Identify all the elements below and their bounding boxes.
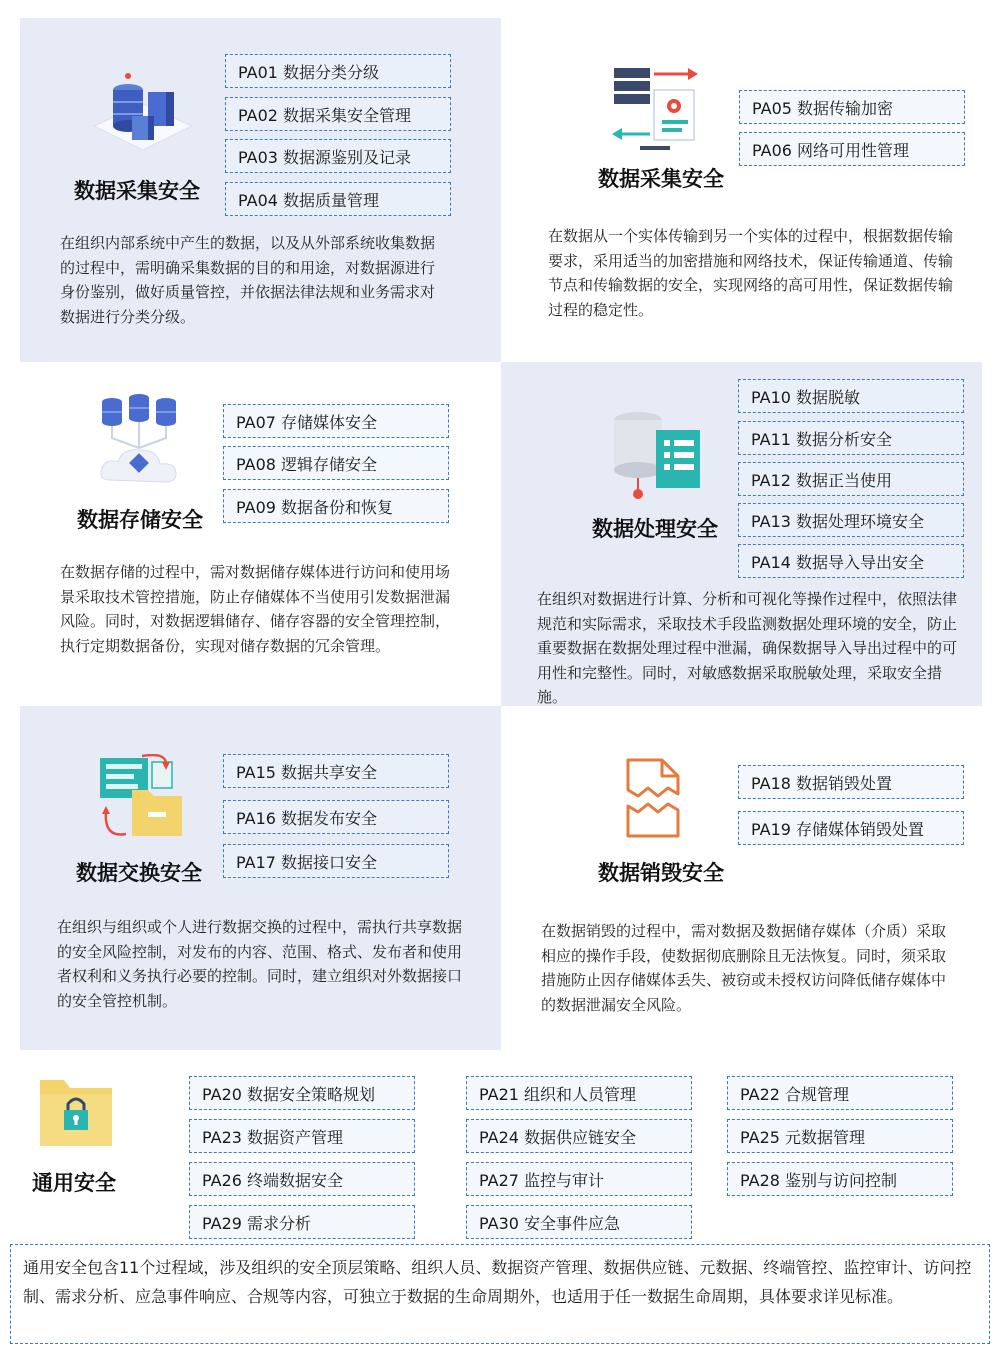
database-server-icon [88,64,198,164]
tag-pa23: PA23 数据资产管理 [189,1119,415,1153]
tag-pa01: PA01 数据分类分级 [225,54,451,88]
section-desc-process: 在组织对数据进行计算、分析和可视化等操作过程中，依照法律规范和实际需求，采取技术手段监测数据处理环境的安全，防止重要数据在数据处理过程中泄漏，确保数据导入导出过程中的可用性和完整性。同时，对敏感数据采取脱敏处理，采取安全措施。 [537,590,958,706]
tag-pa12: PA12 数据正当使用 [738,462,964,496]
tag-pa28: PA28 鉴别与访问控制 [727,1162,953,1196]
tag-pa02: PA02 数据采集安全管理 [225,97,451,131]
tag-pa20: PA20 数据安全策略规划 [189,1076,415,1110]
tag-pa05: PA05 数据传输加密 [739,90,965,124]
tag-pa25: PA25 元数据管理 [727,1119,953,1153]
tag-pa16: PA16 数据发布安全 [223,800,449,834]
section-desc-collect: 在组织内部系统中产生的数据，以及从外部系统收集数据的过程中，需明确采集数据的目的和用途，对数据源进行身份鉴别，做好质量管控，并依据法律法规和业务需求对数据进行分类分级。 [60,234,436,326]
tag-pa10: PA10 数据脱敏 [738,379,964,413]
tag-pa18: PA18 数据销毁处置 [738,765,964,799]
tag-pa29: PA29 需求分析 [189,1205,415,1239]
section-title-collect: 数据采集安全 [74,179,200,203]
tag-pa22: PA22 合规管理 [727,1076,953,1110]
section-desc-transfer: 在数据从一个实体传输到另一个实体的过程中，根据数据传输要求，采用适当的加密措施和网络技术，保证传输通道、传输节点和传输数据的安全，实现网络的高可用性，保证数据传输过程的稳定性。 [548,227,954,319]
data-processing-icon [612,408,704,502]
section-title-exchange: 数据交换安全 [76,861,202,885]
tag-pa30: PA30 安全事件应急 [466,1205,692,1239]
section-title-transfer: 数据采集安全 [598,167,724,191]
tag-pa11: PA11 数据分析安全 [738,421,964,455]
tag-pa03: PA03 数据源鉴别及记录 [225,139,451,173]
tag-pa08: PA08 逻辑存储安全 [223,446,449,480]
shredded-document-icon [624,758,682,838]
locked-folder-icon [38,1074,114,1148]
tag-pa19: PA19 存储媒体销毁处置 [738,811,964,845]
section-title-process: 数据处理安全 [592,517,718,541]
section-desc-general: 通用安全包含11个过程域，涉及组织的安全顶层策略、组织人员、数据资产管理、数据供应链、元数据、终端管控、监控审计、访问控制、需求分析、应急事件响应、合规等内容，可独立于数据的生命周期外，也适用于任一数据生命周期，具体要求详见标准。 [10,1244,990,1344]
section-desc-destroy: 在数据销毁的过程中，需对数据及数据储存媒体（介质）采取相应的操作手段，使数据彻底删除且无法恢复。同时，须采取措施防止因存储媒体丢失、被窃或未授权访问降低储存媒体中的数据泄漏安全风险。 [541,922,947,1014]
section-desc-storage: 在数据存储的过程中，需对数据储存媒体进行访问和使用场景采取技术管控措施，防止存储媒体不当使用引发数据泄漏风险。同时，对数据逻辑储存、储存容器的安全管理控制，执行定期数据备份，实现对储存数据的冗余管理。 [60,563,451,655]
tag-pa13: PA13 数据处理环境安全 [738,503,964,537]
data-exchange-icon [96,754,186,840]
section-title-general: 通用安全 [32,1171,116,1195]
tag-pa15: PA15 数据共享安全 [223,754,449,788]
tag-pa14: PA14 数据导入导出安全 [738,544,964,578]
tag-pa27: PA27 监控与审计 [466,1162,692,1196]
tag-pa24: PA24 数据供应链安全 [466,1119,692,1153]
data-transfer-icon [610,64,710,160]
tag-pa21: PA21 组织和人员管理 [466,1076,692,1110]
tag-pa06: PA06 网络可用性管理 [739,132,965,166]
tag-pa09: PA09 数据备份和恢复 [223,489,449,523]
section-title-destroy: 数据销毁安全 [598,861,724,885]
section-title-storage: 数据存储安全 [77,508,203,532]
tag-pa04: PA04 数据质量管理 [225,182,451,216]
tag-pa17: PA17 数据接口安全 [223,844,449,878]
tag-pa07: PA07 存储媒体安全 [223,404,449,438]
section-desc-exchange: 在组织与组织或个人进行数据交换的过程中，需执行共享数据的安全风险控制，对发布的内容、范围、格式、发布者和使用者权利和义务执行必要的控制。同时，建立组织对外数据接口的安全管控机制。 [57,918,463,1010]
tag-pa26: PA26 终端数据安全 [189,1162,415,1196]
cloud-database-icon [98,392,180,488]
